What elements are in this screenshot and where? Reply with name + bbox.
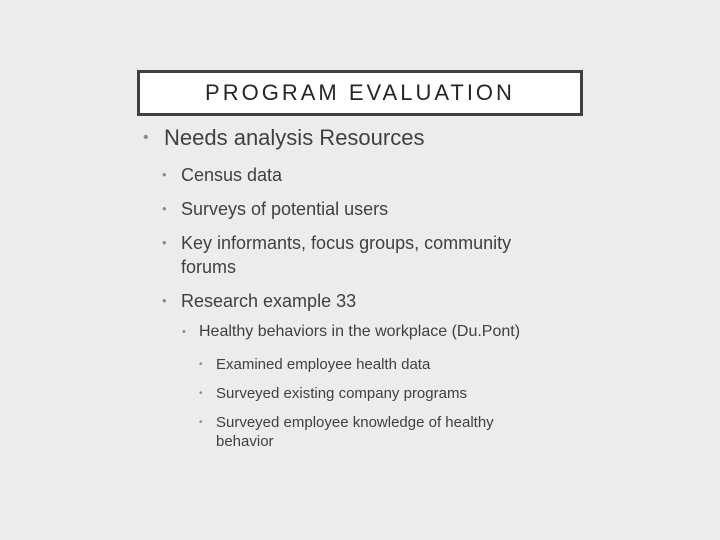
bullet-level4-surveyed-programs: [199, 384, 539, 403]
bullet-level2-key-informants: [162, 231, 552, 279]
bullet-text: Census data: [181, 165, 283, 185]
bullet-level4-examined: [199, 355, 539, 374]
bullet-text: Examined employee health data: [216, 356, 431, 373]
bullet-text: Research example 33: [181, 291, 357, 311]
bullet-dot-icon: •: [143, 129, 149, 146]
bullet-dot-icon: •: [162, 293, 167, 308]
bullet-dot-icon: •: [162, 235, 167, 250]
bullet-dot-icon: •: [162, 167, 167, 182]
bullet-level3-healthy-behaviors: [182, 322, 582, 342]
bullet-dot-icon: •: [199, 388, 203, 399]
bullet-text: Surveys of potential users: [181, 199, 389, 219]
bullet-level4-surveyed-knowledge: [199, 413, 519, 451]
bullet-dot-icon: •: [199, 359, 203, 370]
bullet-dot-icon: •: [182, 326, 186, 338]
bullet-text: Key informants, focus groups, community forums: [181, 233, 512, 277]
bullet-text: Surveyed employee knowledge of healthy behavior: [216, 414, 494, 450]
bullet-text: Needs analysis Resources: [164, 125, 425, 150]
bullet-text: Surveyed existing company programs: [216, 385, 467, 402]
slide-title: PROGRAM EVALUATION: [205, 80, 515, 105]
bullet-dot-icon: •: [199, 417, 203, 428]
bullet-level2-census: [162, 163, 582, 187]
bullet-level2-surveys: [162, 197, 582, 221]
bullet-level2-research-example: [162, 289, 582, 313]
bullet-dot-icon: •: [162, 201, 167, 216]
bullet-text: Healthy behaviors in the workplace (Du.Pont): [199, 323, 521, 340]
bullet-level1-needs-analysis: [143, 124, 424, 152]
